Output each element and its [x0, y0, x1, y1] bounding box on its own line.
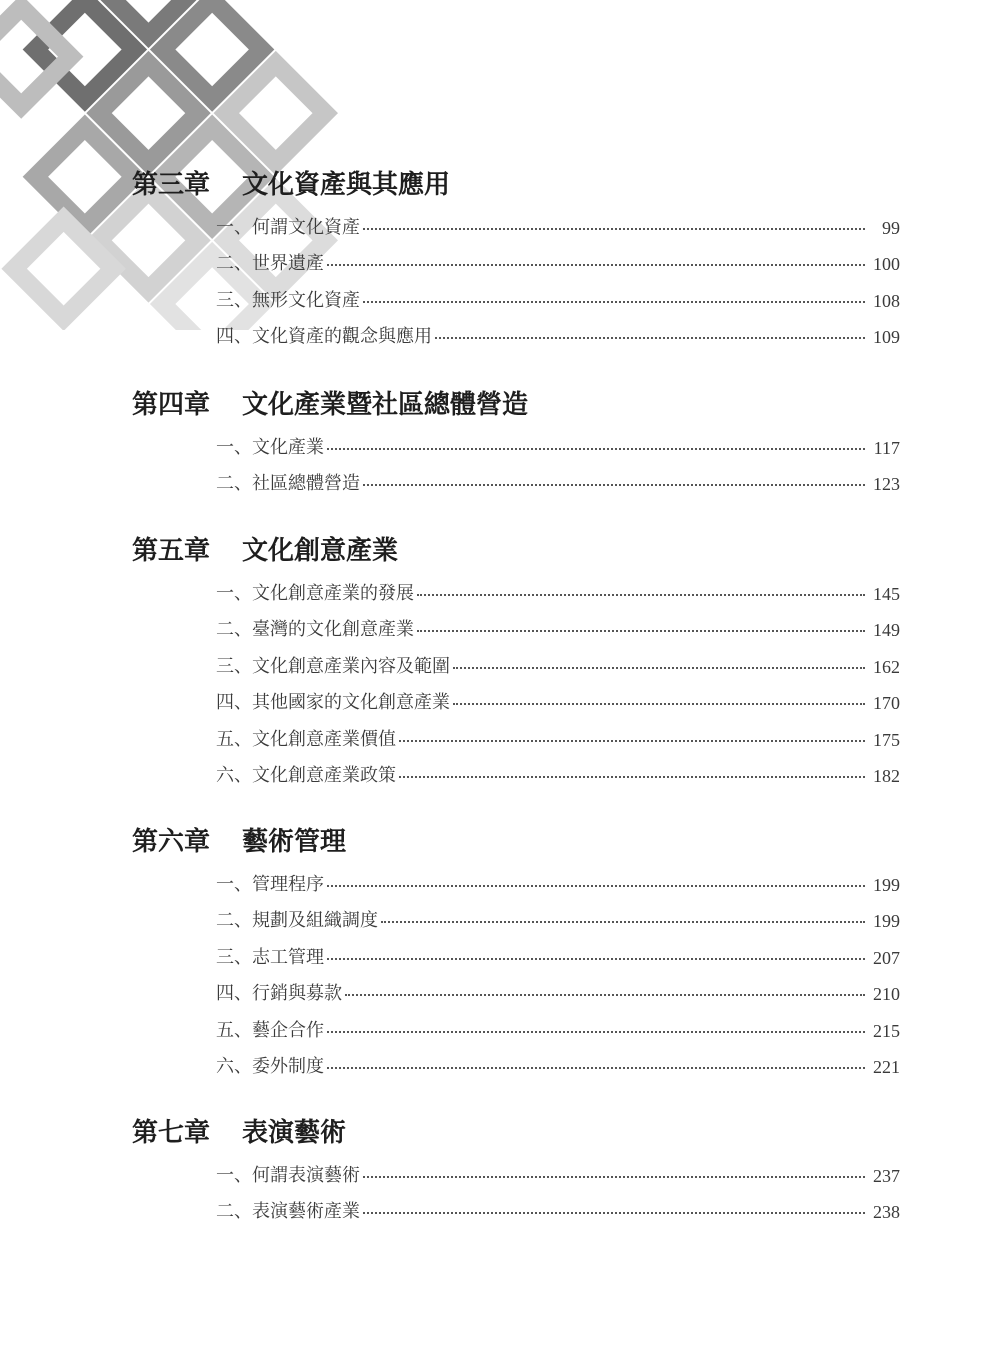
chapter-heading	[132, 382, 528, 422]
page-number: 238	[873, 1202, 900, 1222]
dot-leader	[417, 594, 865, 596]
dot-leader	[363, 228, 865, 230]
toc-entry[interactable]	[216, 202, 900, 239]
page-number: 237	[873, 1165, 900, 1186]
dot-leader	[363, 301, 865, 303]
entry-label: 二、規劃及組織調度	[216, 910, 378, 931]
page-number: 175	[873, 729, 900, 750]
dot-leader	[381, 921, 865, 923]
page-number: 109	[873, 327, 900, 347]
dot-leader	[417, 630, 865, 632]
chapter-number: 第五章	[132, 535, 211, 566]
page-number: 99	[882, 217, 900, 238]
dot-leader	[453, 667, 865, 669]
page-number: 149	[873, 620, 900, 640]
toc-entry[interactable]	[216, 312, 900, 349]
page-number: 117	[873, 437, 900, 458]
chapter-number: 第四章	[132, 389, 211, 420]
entry-label: 三、無形文化資產	[216, 289, 360, 311]
dot-leader	[399, 776, 865, 778]
page-number: 123	[873, 474, 900, 494]
chapter-entries	[216, 422, 900, 495]
entry-label: 四、文化資產的觀念與應用	[216, 326, 432, 347]
page-number: 145	[873, 583, 900, 604]
entry-label: 二、社區總體營造	[216, 473, 360, 494]
toc-entry[interactable]	[216, 1005, 900, 1042]
entry-label: 一、文化創意產業的發展	[216, 582, 414, 604]
page-number: 210	[873, 984, 900, 1004]
dot-leader	[363, 484, 865, 486]
page-number: 199	[873, 874, 900, 895]
dot-leader	[363, 1176, 865, 1178]
entry-label: 二、臺灣的文化創意產業	[216, 619, 414, 640]
toc-entry[interactable]	[216, 678, 900, 715]
entry-label: 五、藝企合作	[216, 1019, 324, 1041]
dot-leader	[327, 264, 865, 266]
chapter-number: 第六章	[132, 826, 211, 857]
page-number: 221	[873, 1057, 900, 1077]
chapter-title: 文化創意產業	[242, 535, 399, 566]
chapter-title: 文化產業暨社區總體營造	[242, 389, 529, 420]
toc-entry[interactable]	[216, 932, 900, 969]
toc-entry[interactable]	[216, 641, 900, 678]
toc-entry[interactable]	[216, 751, 900, 788]
page-number: 108	[873, 290, 900, 311]
entry-label: 二、世界遺產	[216, 253, 324, 274]
toc-entry[interactable]	[216, 1150, 900, 1187]
chapter-entries	[216, 1150, 900, 1223]
chapter-heading	[132, 162, 450, 202]
entry-label: 四、其他國家的文化創意產業	[216, 692, 450, 713]
entry-label: 一、管理程序	[216, 873, 324, 895]
chapter-title: 表演藝術	[242, 1117, 347, 1148]
toc-entry[interactable]	[216, 969, 900, 1006]
dot-leader	[399, 740, 865, 742]
page-number: 207	[873, 947, 900, 968]
toc-entry[interactable]	[216, 568, 900, 605]
toc-entry[interactable]	[216, 422, 900, 459]
page-number: 199	[873, 911, 900, 931]
chapter-entries	[216, 568, 900, 787]
chapter-entries	[216, 202, 900, 348]
dot-leader	[363, 1212, 865, 1214]
toc-entry[interactable]	[216, 239, 900, 276]
toc-entry[interactable]	[216, 605, 900, 642]
toc-entry[interactable]	[216, 275, 900, 312]
toc-entry[interactable]	[216, 859, 900, 896]
chapter-number: 第七章	[132, 1117, 211, 1148]
chapter-heading	[132, 528, 398, 568]
entry-label: 三、文化創意產業內容及範圍	[216, 655, 450, 677]
chapter-title: 文化資產與其應用	[242, 169, 451, 200]
page-number: 162	[873, 656, 900, 677]
dot-leader	[453, 703, 865, 705]
chapter-title: 藝術管理	[242, 826, 347, 857]
entry-label: 五、文化創意產業價值	[216, 728, 396, 750]
page-number: 182	[873, 766, 900, 786]
entry-label: 一、文化產業	[216, 436, 324, 458]
chapter-heading	[132, 819, 346, 859]
toc-entry[interactable]	[216, 1187, 900, 1224]
chapter-entries	[216, 859, 900, 1078]
entry-label: 六、委外制度	[216, 1056, 324, 1077]
dot-leader	[327, 958, 865, 960]
entry-label: 三、志工管理	[216, 946, 324, 968]
entry-label: 一、何謂表演藝術	[216, 1164, 360, 1186]
dot-leader	[435, 337, 865, 339]
chapter-number: 第三章	[132, 169, 211, 200]
page-number: 170	[873, 693, 900, 713]
entry-label: 二、表演藝術產業	[216, 1201, 360, 1222]
page-number: 100	[873, 254, 900, 274]
toc-entry[interactable]	[216, 459, 900, 496]
dot-leader	[327, 1067, 865, 1069]
toc-entry[interactable]	[216, 1042, 900, 1079]
dot-leader	[327, 448, 865, 450]
page-number: 215	[873, 1020, 900, 1041]
chapter-heading	[132, 1110, 346, 1150]
dot-leader	[327, 885, 865, 887]
toc-entry[interactable]	[216, 896, 900, 933]
entry-label: 六、文化創意產業政策	[216, 765, 396, 786]
entry-label: 一、何謂文化資產	[216, 216, 360, 238]
dot-leader	[345, 994, 865, 996]
dot-leader	[327, 1031, 865, 1033]
entry-label: 四、行銷與募款	[216, 983, 342, 1004]
toc-entry[interactable]	[216, 714, 900, 751]
